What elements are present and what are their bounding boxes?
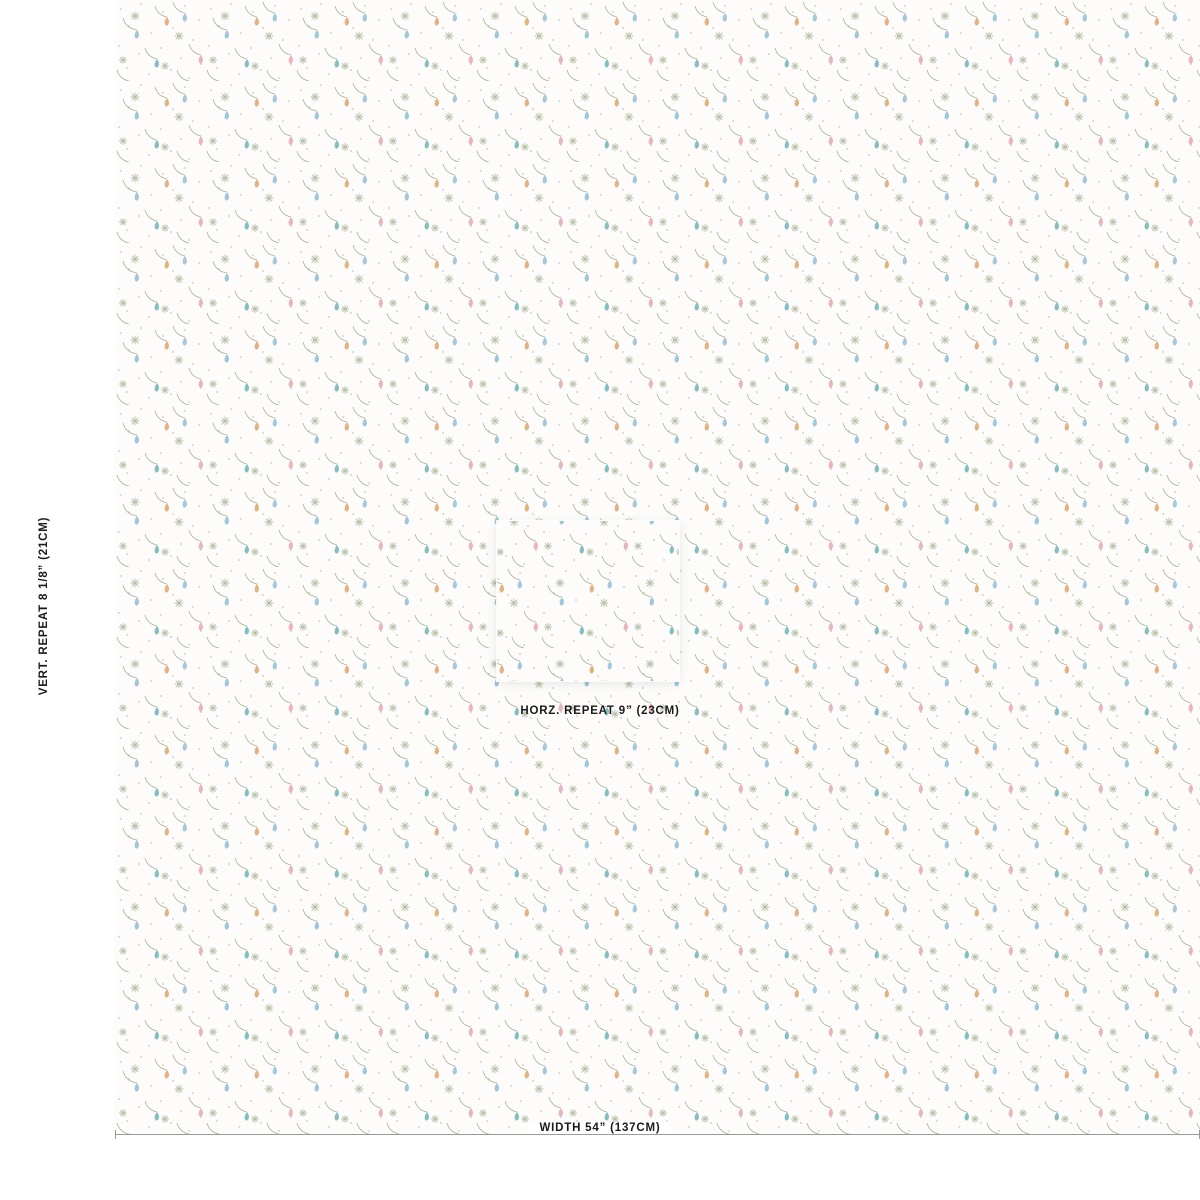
width-label-text: WIDTH 54” (137CM) (529, 1122, 670, 1134)
repeat-highlight-box (497, 521, 679, 681)
vertical-measure-rule (104, 0, 105, 1135)
horizontal-repeat-label: HORZ. REPEAT 9” (23CM) (520, 705, 680, 717)
vertical-repeat-label: VERT. REPEAT 8 1/8” (21CM) (38, 516, 50, 696)
repeat-box-pattern (497, 521, 679, 681)
width-label (0, 1122, 1200, 1134)
width-measure-rule (115, 1134, 1200, 1135)
